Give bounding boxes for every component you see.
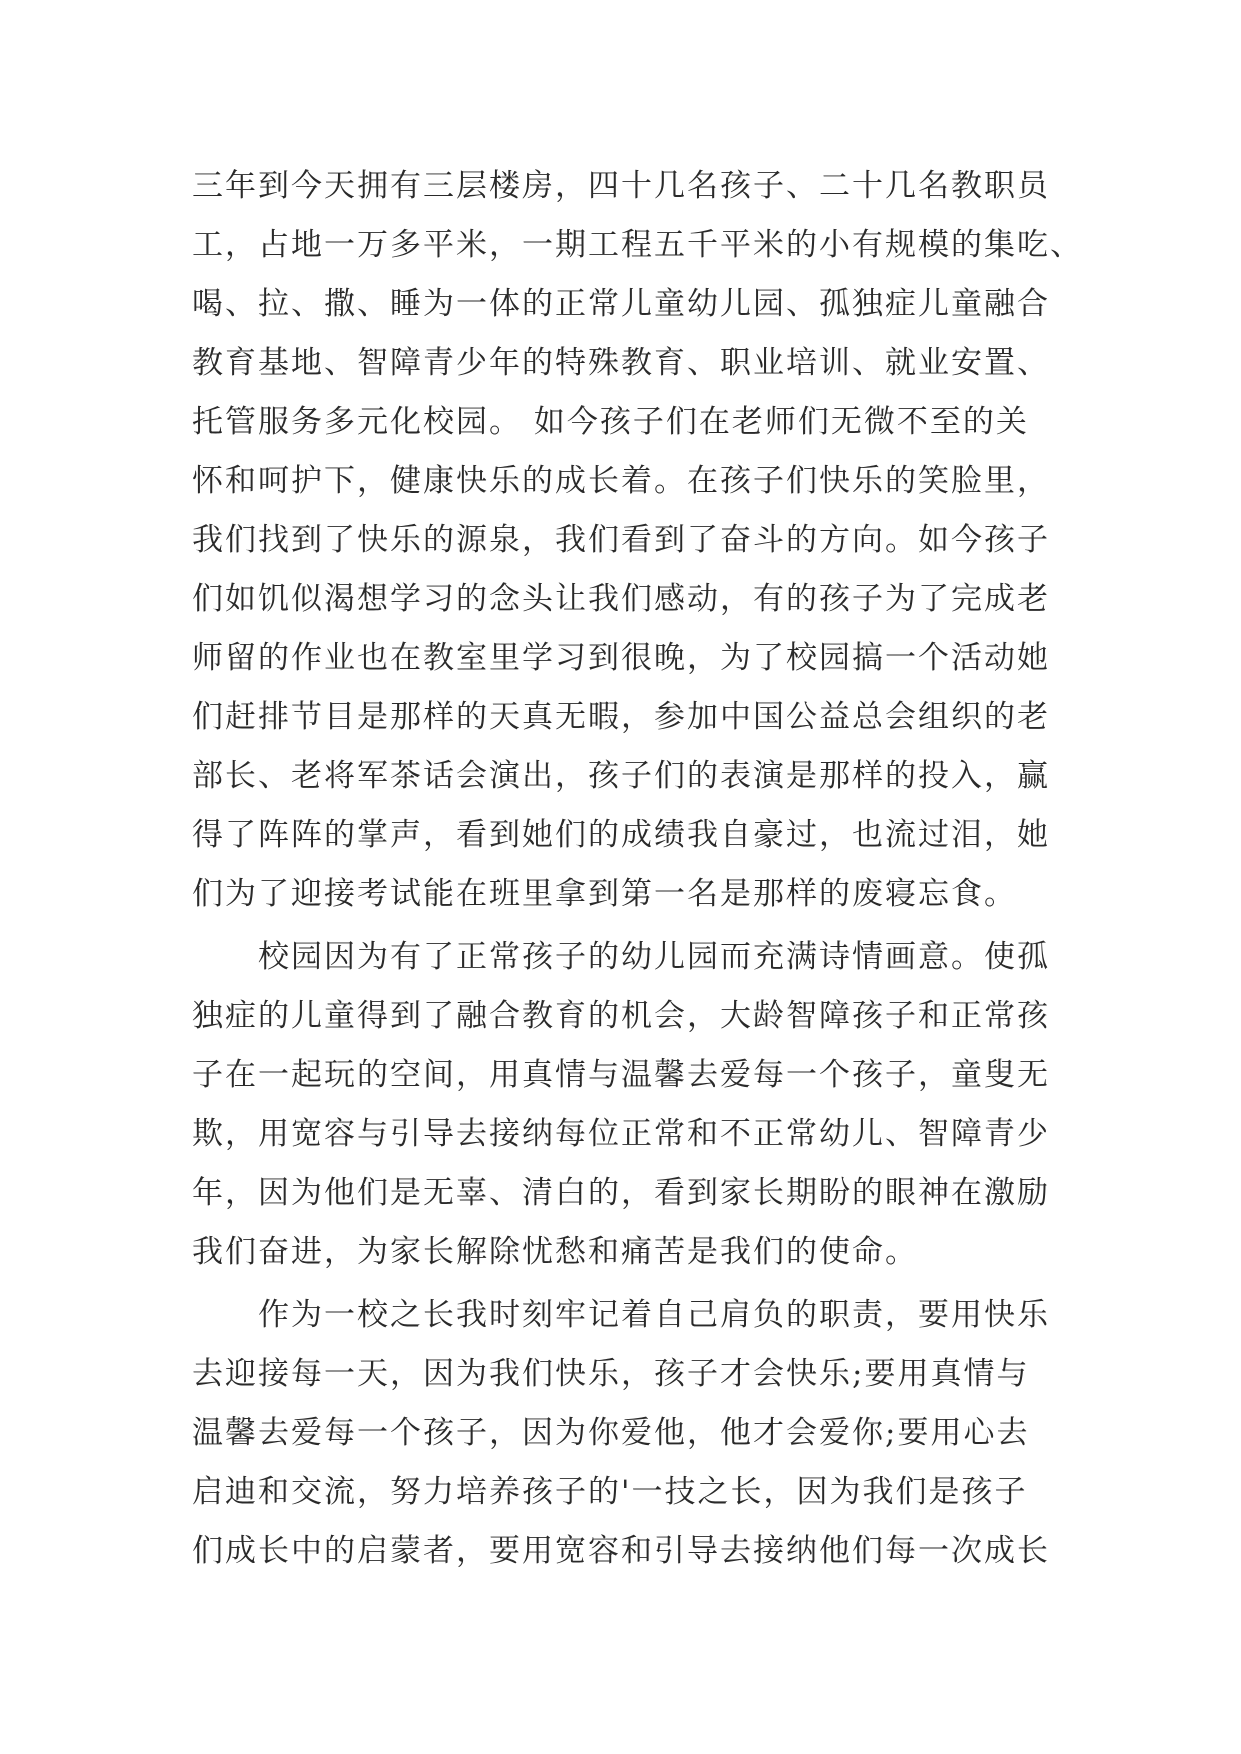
- text-line: 喝、拉、撒、睡为一体的正常儿童幼儿园、孤独症儿童融合: [192, 286, 1050, 322]
- paragraph-3: [192, 1286, 1072, 1581]
- text-line: 怀和呵护下，健康快乐的成长着。在孩子们快乐的笑脸里，: [192, 463, 1050, 499]
- text-line: 校园因为有了正常孩子的幼儿园而充满诗情画意。使孤: [192, 939, 1050, 975]
- text-line: 们为了迎接考试能在班里拿到第一名是那样的废寝忘食。: [192, 876, 1017, 912]
- text-line: 工，占地一万多平米，一期工程五千平米的小有规模的集吃、: [192, 227, 1083, 263]
- text-line: 教育基地、智障青少年的特殊教育、职业培训、就业安置、: [192, 345, 1050, 381]
- text-line: 师留的作业也在教室里学习到很晚，为了校园搞一个活动她: [192, 640, 1050, 676]
- text-line: 我们找到了快乐的源泉，我们看到了奋斗的方向。如今孩子: [192, 522, 1050, 558]
- text-line: 得了阵阵的掌声，看到她们的成绩我自豪过，也流过泪，她: [192, 817, 1050, 853]
- text-line: 启迪和交流，努力培养孩子的'一技之长，因为我们是孩子: [192, 1474, 1028, 1510]
- body-text: [192, 157, 1083, 1581]
- text-line: 们成长中的启蒙者，要用宽容和引导去接纳他们每一次成长: [192, 1533, 1050, 1569]
- text-line: 子在一起玩的空间，用真情与温馨去爱每一个孩子，童叟无: [192, 1057, 1050, 1093]
- text-line: 三年到今天拥有三层楼房，四十几名孩子、二十几名教职员: [192, 168, 1050, 204]
- text-line: 去迎接每一天，因为我们快乐，孩子才会快乐;要用真情与: [192, 1356, 1030, 1392]
- text-line: 独症的儿童得到了融合教育的机会，大龄智障孩子和正常孩: [192, 998, 1050, 1034]
- text-line: 们如饥似渴想学习的念头让我们感动，有的孩子为了完成老: [192, 581, 1050, 617]
- paragraph-1: [192, 157, 1083, 924]
- text-line: 温馨去爱每一个孩子，因为你爱他，他才会爱你;要用心去: [192, 1415, 1030, 1451]
- text-line: 作为一校之长我时刻牢记着自己肩负的职责，要用快乐: [192, 1297, 1050, 1333]
- paragraph-2: [192, 928, 1072, 1282]
- text-line: 年，因为他们是无辜、清白的，看到家长期盼的眼神在激励: [192, 1175, 1050, 1211]
- text-line: 我们奋进，为家长解除忧愁和痛苦是我们的使命。: [192, 1234, 918, 1270]
- text-line: 们赶排节目是那样的天真无暇，参加中国公益总会组织的老: [192, 699, 1050, 735]
- text-line: 欺，用宽容与引导去接纳每位正常和不正常幼儿、智障青少: [192, 1116, 1050, 1152]
- text-line: 托管服务多元化校园。 如今孩子们在老师们无微不至的关: [192, 404, 1029, 440]
- text-line: 部长、老将军茶话会演出，孩子们的表演是那样的投入，赢: [192, 758, 1050, 794]
